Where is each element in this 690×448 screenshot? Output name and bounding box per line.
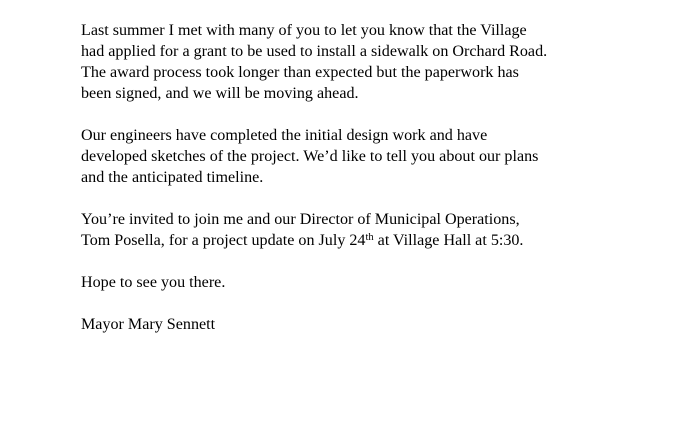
- text-line: Last summer I met with many of you to let you know that the Village: [81, 22, 527, 39]
- text-line: and the anticipated timeline.: [81, 169, 264, 186]
- date-text: Tom Posella, for a project update on July 24: [81, 232, 366, 249]
- paragraph-design-work: [81, 125, 641, 188]
- text-line: The award process took longer than expected but the paperwork has: [81, 64, 519, 81]
- signature-block: [81, 314, 641, 335]
- letter-body: [81, 20, 641, 356]
- text-line: You’re invited to join me and our Director of Municipal Operations,: [81, 211, 520, 228]
- closing-line: Hope to see you there.: [81, 274, 226, 291]
- signature: Mayor Mary Sennett: [81, 316, 216, 333]
- paragraph-grant-announcement: [81, 20, 641, 104]
- text-line-date: [81, 230, 641, 251]
- text-line: developed sketches of the project. We’d like to tell you about our plans: [81, 148, 539, 165]
- text-line: Our engineers have completed the initial design work and have: [81, 127, 488, 144]
- text-line: been signed, and we will be moving ahead.: [81, 85, 359, 102]
- paragraph-invitation: [81, 209, 641, 251]
- ordinal-suffix: th: [365, 231, 374, 243]
- text-line: had applied for a grant to be used to install a sidewalk on Orchard Road.: [81, 43, 548, 60]
- location-time-text: at Village Hall at 5:30.: [373, 232, 524, 249]
- paragraph-closing: [81, 272, 641, 293]
